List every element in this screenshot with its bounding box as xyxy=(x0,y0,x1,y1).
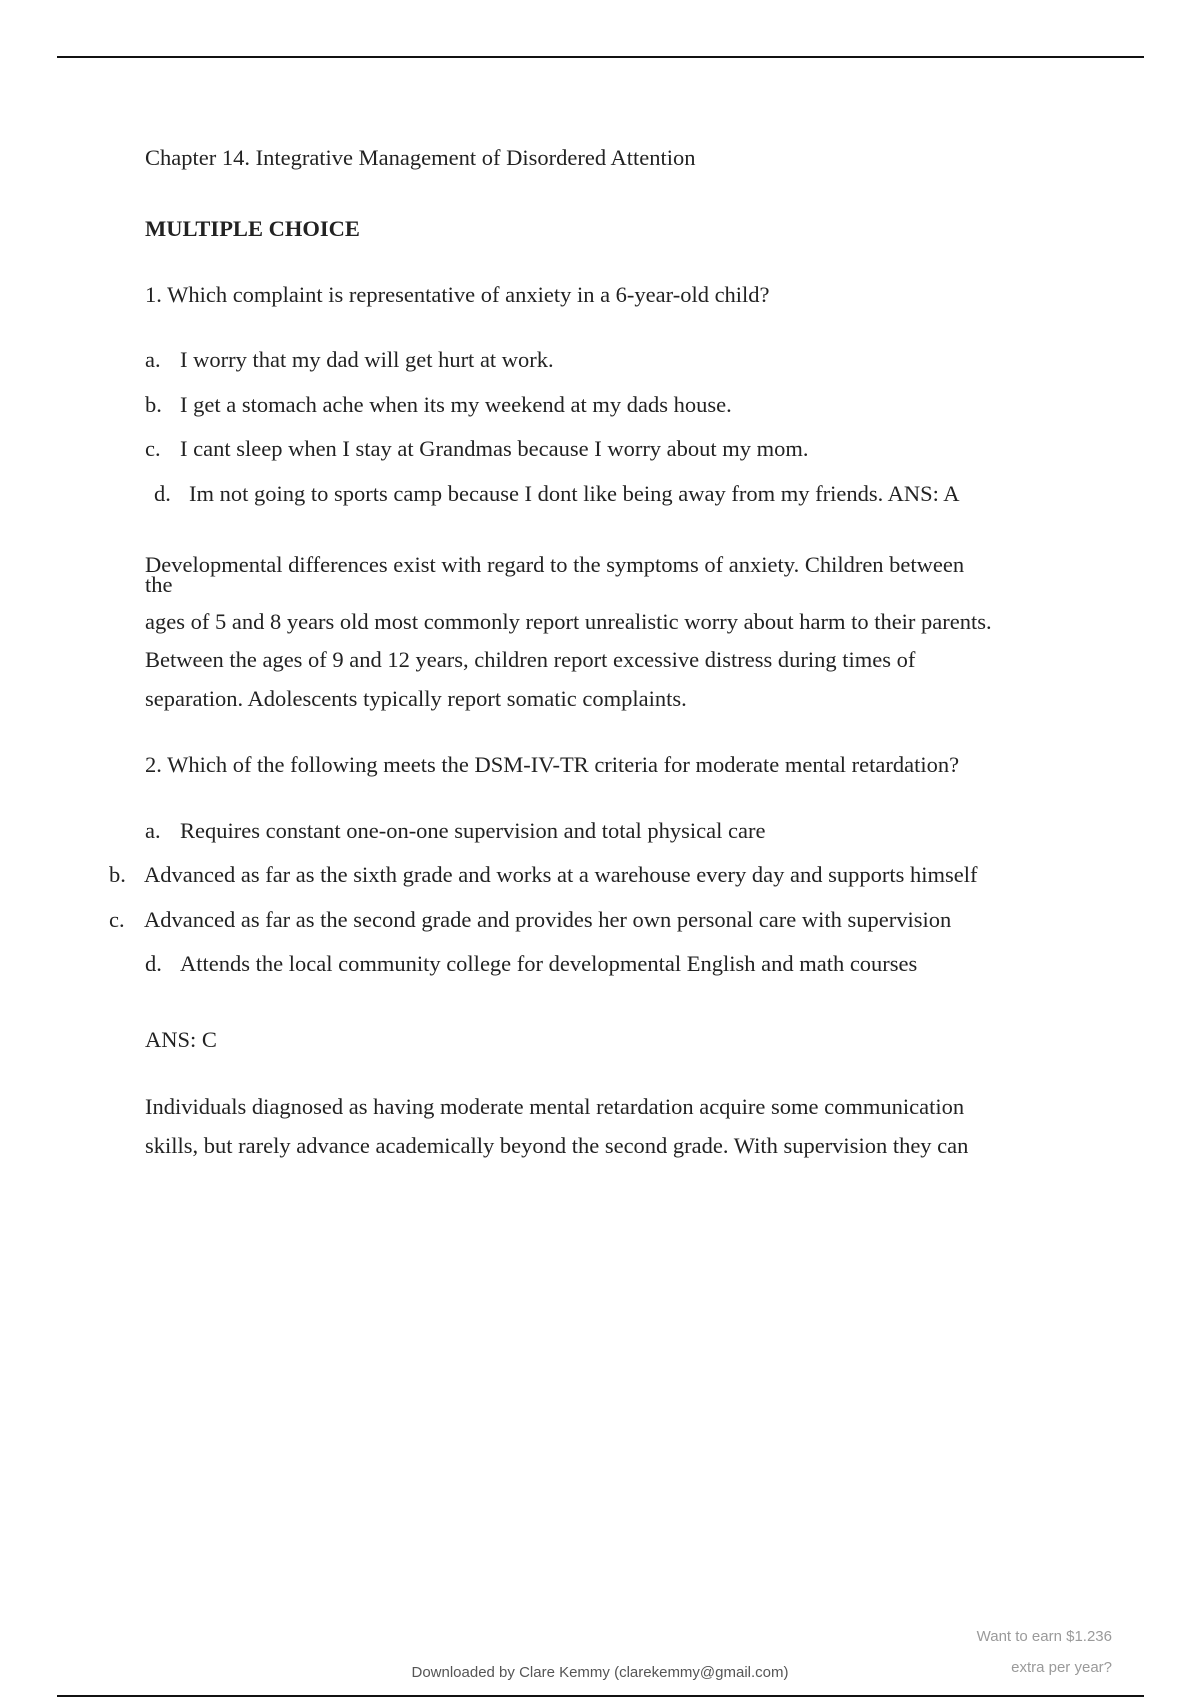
top-rule xyxy=(57,56,1144,58)
q2-rationale-line-2: skills, but rarely advance academically beyond the second grade. With supervision they can xyxy=(145,1133,969,1158)
option-text: Im not going to sports camp because I dont like being away from my friends. ANS: A xyxy=(189,481,960,506)
option-letter: b. xyxy=(145,392,162,417)
promo-text-line-1: Want to earn $1.236 xyxy=(976,1628,1112,1645)
q2-rationale-line-1: Individuals diagnosed as having moderate mental retardation acquire some communication xyxy=(145,1094,965,1119)
q2-option-a xyxy=(145,818,765,844)
option-letter: c. xyxy=(109,907,125,932)
promo-text-line-2: extra per year? xyxy=(1011,1659,1112,1676)
q1-option-d xyxy=(154,481,960,507)
option-text: Requires constant one-on-one supervision and total physical care xyxy=(180,818,766,843)
option-letter: a. xyxy=(145,818,161,843)
option-text: Attends the local community college for developmental English and math courses xyxy=(180,951,918,976)
option-text: Advanced as far as the second grade and provides her own personal care with supervision xyxy=(144,907,952,932)
option-letter: d. xyxy=(154,481,171,506)
question-1: 1. Which complaint is representative of anxiety in a 6-year-old child? xyxy=(145,282,770,307)
q1-option-a xyxy=(145,347,554,373)
option-letter: d. xyxy=(145,951,162,976)
q1-option-b xyxy=(145,392,732,418)
option-letter: c. xyxy=(145,436,161,461)
option-text: I worry that my dad will get hurt at work. xyxy=(180,347,554,372)
downloaded-by-footer: Downloaded by Clare Kemmy (clarekemmy@gmail.com) xyxy=(411,1664,789,1681)
q1-rationale-line-1: Developmental differences exist with regard to the symptoms of anxiety. Children between xyxy=(145,552,965,577)
q1-option-c xyxy=(145,436,809,462)
q1-rationale-line-3: ages of 5 and 8 years old most commonly report unrealistic worry about harm to their parents. xyxy=(145,609,992,634)
question-2: 2. Which of the following meets the DSM-IV-TR criteria for moderate mental retardation? xyxy=(145,752,960,777)
bottom-rule xyxy=(57,1695,1144,1697)
q2-option-b xyxy=(109,862,977,888)
q2-option-c xyxy=(109,907,951,933)
option-text: Advanced as far as the sixth grade and works at a warehouse every day and supports himself xyxy=(144,862,978,887)
option-letter: b. xyxy=(109,862,126,887)
q2-option-d xyxy=(145,951,917,977)
q1-rationale-line-4: Between the ages of 9 and 12 years, children report excessive distress during times of xyxy=(145,647,916,672)
section-heading: MULTIPLE CHOICE xyxy=(145,216,360,241)
q1-rationale-line-2: the xyxy=(145,572,173,597)
option-text: I cant sleep when I stay at Grandmas because I worry about my mom. xyxy=(180,436,809,461)
chapter-title: Chapter 14. Integrative Management of Disordered Attention xyxy=(145,145,696,170)
option-letter: a. xyxy=(145,347,161,372)
option-text: I get a stomach ache when its my weekend at my dads house. xyxy=(180,392,732,417)
q1-rationale-line-5: separation. Adolescents typically report somatic complaints. xyxy=(145,686,687,711)
q2-answer: ANS: C xyxy=(145,1027,217,1052)
